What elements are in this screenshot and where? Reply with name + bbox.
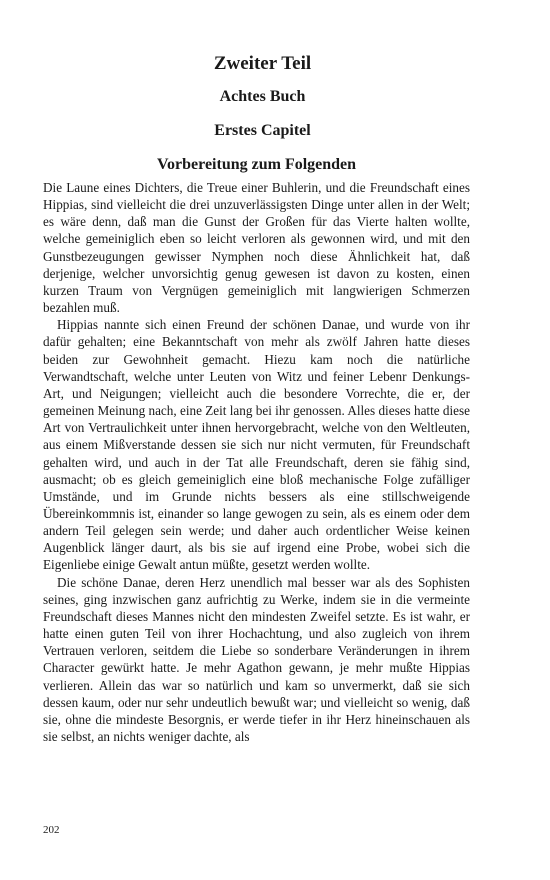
body-text <box>43 179 470 745</box>
page-number: 202 <box>43 824 60 836</box>
chapter-title: Vorbereitung zum Folgenden <box>156 156 357 173</box>
chapter-heading: Erstes Capitel <box>214 122 311 139</box>
book-page <box>43 52 470 745</box>
paragraph: Die schöne Danae, deren Herz unendlich mal besser war als des Sophisten seines, ging inzwischen ganz aufrichtig zu Werke, indem sie in die vermeinte Freundschaft dieses Mannes nicht den mindesten Zweifel setzte. Es ist wahr, er hatte einen guten Teil von ihrer Hochachtung, und also zugleich von ihrem Vertrauen verloren, seitdem die Liebe so sonderbare Veränderungen in ihrem Character gewürkt hatte. Je mehr Agathon gewann, je mehr mußte Hippias verlieren. Allein das war so natürlich und kam so unvermerkt, daß sie sich dessen kaum, oder nur sehr undeutlich bewußt war; und vielleicht so wenig, daß sie, ohne die mindeste Besorgnis, er werde tiefer in ihr Herz hineinschauen als sie selbst, an nichts weniger dachte, als <box>43 574 470 744</box>
paragraph: Die Laune eines Dichters, die Treue einer Buhlerin, und die Freundschaft eines Hippias, sind vielleicht die drei unzuverlässigsten Dinge unter allen in der Welt; es wäre denn, daß man die Gunst der Großen für das Vierte halten wollte, welche gemeiniglich eben so leicht verloren als gewonnen wird, und mit den Gunstbezeugungen gewisser Nymphen noch diese Ähnlichkeit hat, daß derjenige, welcher unvorsichtig genug gewesen ist davon zu kosten, einen kurzen Traum von Vergnügen gemeiniglich mit langwierigen Schmerzen bezahlen muß. <box>43 180 470 316</box>
book-heading: Achtes Buch <box>219 88 306 105</box>
paragraph: Hippias nannte sich einen Freund der schönen Danae, und wurde von ihr dafür gehalten; eine Bekanntschaft von mehr als zwölf Jahren hatte dieses beiden zur Gewohnheit gemacht. Hiezu kam noch die natürliche Verwandtschaft, welche unter Leuten von Witz und feiner Lebenr Denkungs-Art, und Neigungen; vielleicht auch die besondere Vorrechte, die er, der gemeinen Meinung nach, eine Zeit lang bei ihr genossen. Alles dieses hatte diese Art von Vertraulichkeit unter ihnen hervorgebracht, welche von den Weltleuten, aus einem Mißverstande dessen sie sich nur nicht vermuten, für Freundschaft gehalten wird, und auch in der Tat alle Freundschaft, deren sie fähig sind, ausmacht; ob es gleich gemeiniglich eine bloß mechanische Folge zufälliger Umstände, und im Grunde nichts bessers als eine stillschweigende Übereinkommnis ist, einander so lange gewogen zu sein, als es einem oder dem andern Teil gelegen sein werde; und daher auch ordentlicher Weise keinen Augenblick länger daurt, als bis sie auf irgend eine Probe, wobei sich die Eigenliebe einige Gewalt antun müßte, gesetzt werden wollte. <box>43 317 471 573</box>
part-heading: Zweiter Teil <box>213 53 312 74</box>
